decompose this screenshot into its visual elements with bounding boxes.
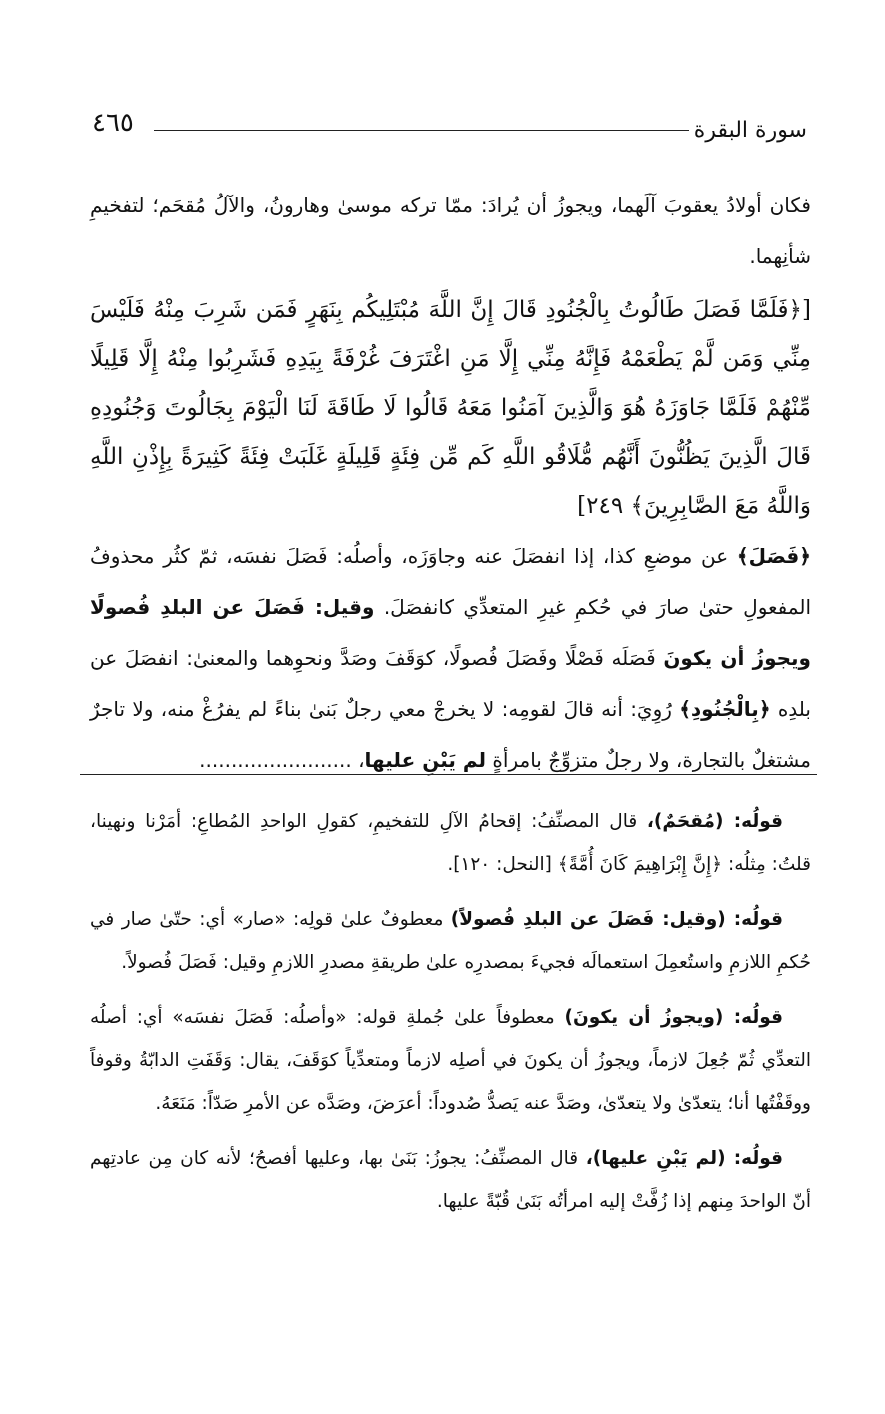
main-paragraph-1: فكان أولادُ يعقوبَ آلَهما، ويجوزُ أن يُرادَ: ممّا تركه موسىٰ وهارونُ، والآلُ مُقحَم؛ لتفخيمِ شأنِهما. [90, 193, 811, 268]
bold-phrase: لم يَبْنِ عليها [364, 748, 487, 772]
note-paragraph [90, 800, 811, 886]
verse-word: ﴿بِالْجُنُودِ﴾ [679, 697, 771, 721]
note-paragraph [90, 898, 811, 984]
verse-word: ﴿فَصَلَ﴾ [736, 544, 811, 568]
note-paragraph [90, 996, 811, 1125]
main-text-segment: فَصَلَه فَصْلًا وفَصَلَ فُصولًا، كوَقَفَ وصَدَّ ونحوِهما والمعنىٰ: انفصَلَ عن بلدِه [90, 646, 811, 721]
note-lead: قولُه: (ويجوزُ أن يكونَ) [564, 1007, 784, 1028]
surah-title: سورة البقرة [693, 118, 807, 143]
note-lead: قولُه: (وقيل: فَصَلَ عن البلدِ فُصولاً) [450, 909, 783, 930]
note-text: قال المصنِّفُ: إقحامُ الآلِ للتفخيمِ، كقولِ الواحدِ المُطاعِ: أمَرْنا ونهينا، قلتُ: مِثلُه: ﴿إِنَّ إِبْرَاهِيمَ كَانَ أُمَّةً﴾ [النحل: ١٢٠]. [90, 811, 811, 875]
footnote-divider [80, 774, 817, 775]
note-lead: قولُه: (لم يَبْنِ عليها)، [585, 1148, 783, 1169]
page-header [92, 108, 807, 148]
quran-verse: [﴿فَلَمَّا فَصَلَ طَالُوتُ بِالْجُنُودِ قَالَ إِنَّ اللَّهَ مُبْتَلِيكُم بِنَهَرٍ فَمَن شَرِبَ مِنْهُ فَلَيْسَ مِنِّي وَمَن لَّمْ يَطْعَمْهُ فَإِنَّهُ مِنِّي إِلَّا مَنِ اغْتَرَفَ غُرْفَةً بِيَدِهِ فَشَرِبُوا مِنْهُ إِلَّا قَلِيلًا مِّنْهُمْ فَلَمَّا جَاوَزَهُ هُوَ وَالَّذِينَ آمَنُوا مَعَهُ قَالُوا لَا طَاقَةَ لَنَا الْيَوْمَ بِجَالُوتَ وَجُنُودِهِ قَالَ الَّذِينَ يَظُنُّونَ أَنَّهُم مُّلَاقُو اللَّهِ كَم مِّن فِئَةٍ قَلِيلَةٍ غَلَبَتْ فِئَةً كَثِيرَةً بِإِذْنِ اللَّهِ وَاللَّهُ مَعَ الصَّابِرِينَ﴾ ٢٤٩] [90, 297, 811, 519]
main-text-segment: عن موضعِ كذا، إذا انفصَلَ عنه وجاوَزَه، وأصلُه: فَصَلَ نفسَه، ثمّ كثُر محذوفُ المفعولِ حتىٰ صارَ في حُكمِ غيرِ المتعدِّي كانفصَلَ. [90, 544, 812, 619]
main-paragraph-2 [90, 531, 811, 786]
main-text [90, 180, 811, 786]
main-text-segment: ، ........................ [199, 748, 365, 772]
page-number: ٤٦٥ [92, 108, 134, 138]
note-paragraph [90, 1137, 811, 1223]
header-rule [154, 130, 689, 131]
main-text-segment: رُوِيَ: أنه قالَ لقومِه: لا يخرجْ معي رجلٌ بَنىٰ بناءً لم يفرُغْ منه، ولا تاجرٌ مشتغلٌ بالتجارة، ولا رجلٌ متزوِّجٌ بامرأةٍ [90, 697, 811, 772]
bold-phrase: وقيل: فَصَلَ عن البلدِ فُصولًا ويجوزُ أن يكونَ [90, 595, 811, 670]
note-text: معطوفاً علىٰ جُملةِ قوله: «وأصلُه: فَصَلَ نفسَه» أي: أصلُه التعدِّي ثُمّ جُعِلَ لازماً، ويجوزُ أن يكونَ في أصلِه لازماً ومتعدِّياً كوَقَفَ، يقال: وَقَفَتِ الدابّةُ وقوفاً ووقَفْتُها أنا؛ يتعدّىٰ ولا يتعدّىٰ، وصَدَّ عنه يَصدُّ صُدوداً: أعرَضَ، وصَدَّه عن الأمرِ صَدّاً: مَنَعَهُ. [90, 1007, 811, 1114]
commentary-notes [90, 800, 811, 1235]
note-lead: قولُه: (مُقحَمٌ)، [646, 811, 783, 832]
note-text: معطوفٌ علىٰ قولِه: «صار» أي: حتّىٰ صار في حُكمِ اللازمِ واستُعمِلَ استعمالَه فجيءَ بمصدرِه علىٰ طريقةِ مصدرِ اللازمِ وقيل: فَصَلَ فُصولاً. [90, 909, 811, 973]
note-text: قال المصنِّفُ: يجوزُ: بَنَىٰ بها، وعليها أفصحُ؛ لأنه كان مِن عادتِهم أنّ الواحدَ مِنهم إذا زُفَّتْ إليه امرأتُه بَنَىٰ قُبّةً عليها. [90, 1148, 811, 1212]
